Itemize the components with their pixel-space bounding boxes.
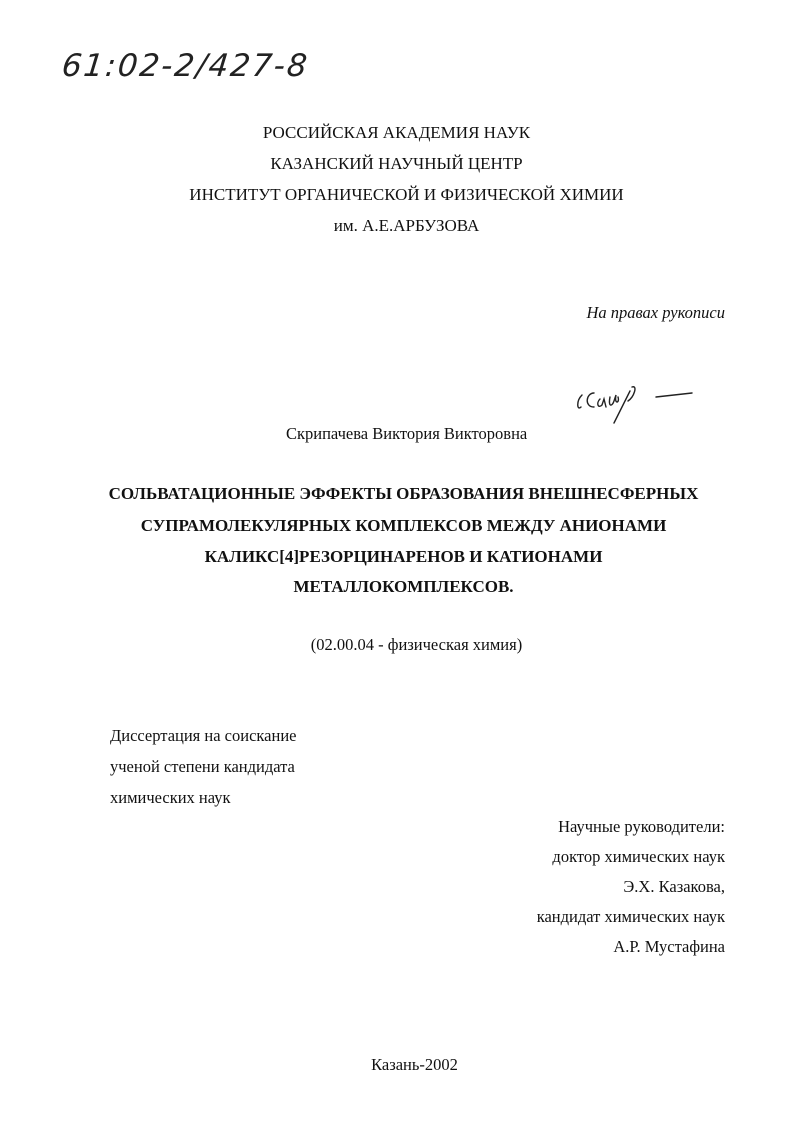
supervisor-2-degree: кандидат химических наук [536, 907, 725, 926]
supervisor-2-name: А.Р. Мустафина [613, 937, 725, 956]
degree-line-1: Диссертация на соискание [110, 726, 297, 745]
supervisor-1-degree: доктор химических наук [552, 847, 725, 866]
archive-code-handwritten: 61:02-2/427-8 [60, 48, 311, 84]
header-line-center: КАЗАНСКИЙ НАУЧНЫЙ ЦЕНТР [270, 154, 523, 173]
signature [572, 383, 697, 433]
header-line-institute: ИНСТИТУТ ОРГАНИЧЕСКОЙ И ФИЗИЧЕСКОЙ ХИМИИ [189, 185, 624, 204]
supervisors-heading: Научные руководители: [558, 817, 725, 836]
degree-line-2: ученой степени кандидата [110, 757, 295, 776]
supervisor-1-name: Э.Х. Казакова, [623, 877, 725, 896]
title-line-4: МЕТАЛЛОКОМПЛЕКСОВ. [293, 577, 514, 596]
title-line-3: КАЛИКС[4]РЕЗОРЦИНАРЕНОВ И КАТИОНАМИ [204, 547, 603, 566]
title-line-1: СОЛЬВАТАЦИОННЫЕ ЭФФЕКТЫ ОБРАЗОВАНИЯ ВНЕШНЕСФЕРНЫХ [108, 484, 699, 503]
specialty: (02.00.04 - физическая химия) [310, 635, 523, 654]
header-line-academy: РОССИЙСКАЯ АКАДЕМИЯ НАУК [262, 123, 531, 142]
degree-line-3: химических наук [110, 788, 231, 807]
city-year: Казань-2002 [371, 1055, 458, 1074]
title-line-2: СУПРАМОЛЕКУЛЯРНЫХ КОМПЛЕКСОВ МЕЖДУ АНИОНАМИ [140, 516, 667, 535]
header-line-name: им. А.Е.АРБУЗОВА [333, 216, 480, 235]
author-name: Скрипачева Виктория Викторовна [286, 424, 528, 443]
manuscript-note: На правах рукописи [586, 303, 725, 322]
